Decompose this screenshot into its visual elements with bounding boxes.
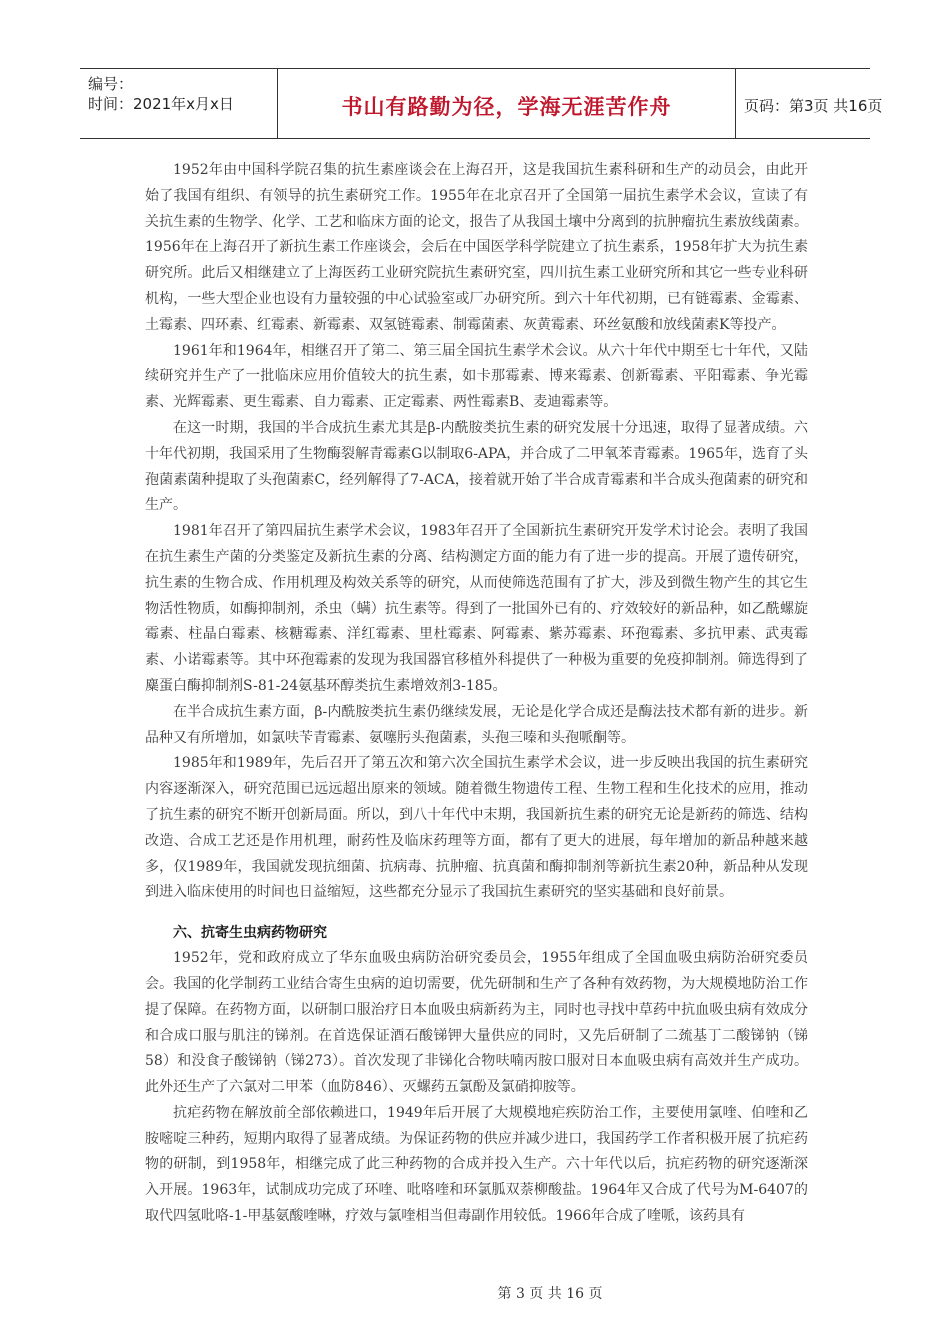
page-footer xyxy=(0,1283,950,1303)
document-number-label: 编号： xyxy=(88,75,134,93)
body-paragraph: 1961年和1964年，相继召开了第二、第三届全国抗生素学术会议。从六十年代中期至七十年代，又陆续研究并生产了一批临床应用价值较大的抗生素，如卡那霉素、博来霉素、创新霉素、平阳霉素、争光霉素、光辉霉素、更生霉素、自力霉素、正定霉素、两性霉素B、麦迪霉素等。 xyxy=(145,342,808,411)
header-page-code: 页码：第3页 共16页 xyxy=(744,97,883,115)
body-paragraph: 1952年由中国科学院召集的抗生素座谈会在上海召开，这是我国抗生素科研和生产的动员会，由此开始了我国有组织、有领导的抗生素研究工作。1955年在北京召开了全国第一届抗生素学术会议，宣读了有关抗生素的生物学、化学、工艺和临床方面的论文，报告了从我国土壤中分离到的抗肿瘤抗生素放线菌素。1956年在上海召开了新抗生素工作座谈会，会后在中国医学科学院建立了抗生素系，1958年扩大为抗生素研究所。此后又相继建立了上海医药工业研究院抗生素研究室，四川抗生素工业研究所和其它一些专业科研机构，一些大型企业也设有力量较强的中心试验室或厂办研究所。到六十年代初期，已有链霉素、金霉素、土霉素、四环素、红霉素、新霉素、双氢链霉素、制霉菌素、灰黄霉素、环丝氨酸和放线菌素K等投产。 xyxy=(145,162,808,333)
document-header xyxy=(80,68,883,139)
footer-page-number: 第 3 页 共 16 页 xyxy=(497,1286,603,1302)
section-paragraph: 抗疟药物在解放前全部依赖进口，1949年后开展了大规模地疟疾防治工作，主要使用氯喹、伯喹和乙胺嘧啶三种药，短期内取得了显著成绩。为保证药物的供应并减少进口，我国药学工作者积极开展了抗疟药物的研制，到1958年，相继完成了此三种药物的合成并投入生产。六十年代以后，抗疟药物的研究逐渐深入开展。1963年，试制成功完成了环喹、吡咯喹和环氯胍双萘柳酸盐。1964年又合成了代号为M-6407的取代四氢吡咯-1-甲基氨酸喹啉，疗效与氯喹相当但毒副作用较低。1966年合成了喹哌，该药具有 xyxy=(145,1104,808,1225)
section-paragraph: 1952年，党和政府成立了华东血吸虫病防治研究委员会，1955年组成了全国血吸虫病防治研究委员会。我国的化学制药工业结合寄生虫病的迫切需要，优先研制和生产了各种有效药物，为大规模地防治工作提了保障。在药物方面，以研制口服治疗日本血吸虫病新药为主，同时也寻找中草药中抗血吸虫病有效成分和合成口服与肌注的锑剂。在首选保证酒石酸锑钾大量供应的同时，又先后研制了二巯基丁二酸锑钠（锑58）和没食子酸锑钠（锑273）。首次发现了非锑化合物呋喃丙胺口服对日本血吸虫病有高效并生产成功。此外还生产了六氯对二甲苯（血防846）、灭螺药五氯酚及氯硝抑胺等。 xyxy=(145,950,808,1096)
header-meta-cell xyxy=(80,69,278,138)
document-time-label: 时间：2021年x月x日 xyxy=(88,95,234,113)
body-paragraph: 在半合成抗生素方面，β-内酰胺类抗生素仍继续发展，无论是化学合成还是酶法技术都有新的进步。新品种又有所增加，如氯呋苄青霉素、氨噻肟头孢菌素，头孢三嗪和头孢哌酮等。 xyxy=(145,703,808,746)
document-body xyxy=(145,158,808,1230)
body-paragraph: 1985年和1989年，先后召开了第五次和第六次全国抗生素学术会议，进一步反映出我国的抗生素研究内容逐渐深入，研究范围已远远超出原来的领域。随着微生物遗传工程、生物工程和生化技术的应用，推动了抗生素的研究不断开创新局面。所以，到八十年代中末期，我国新抗生素的研究无论是新药的筛选、结构改造、合成工艺还是作用机理，耐药性及临床药理等方面，都有了更大的进展，每年增加的新品种越来越多，仅1989年，我国就发现抗细菌、抗病毒、抗肿瘤、抗真菌和酶抑制剂等新抗生素20种，新品种从发现到进入临床使用的时间也日益缩短，这些都充分显示了我国抗生素研究的坚实基础和良好前景。 xyxy=(145,755,808,901)
header-motto-cell xyxy=(278,69,736,138)
section-heading: 六、抗寄生虫病药物研究 xyxy=(173,925,327,942)
body-paragraph: 在这一时期，我国的半合成抗生素尤其是β-内酰胺类抗生素的研究发展十分迅速，取得了显著成绩。六十年代初期，我国采用了生物酶裂解青霉素G以制取6-APA，并合成了二甲氧苯青霉素。1965年，选育了头孢菌素菌种提取了头孢菌素C，经列解得了7-ACA，接着就开始了半合成青霉素和半合成头孢菌素的研究和生产。 xyxy=(145,419,808,514)
body-paragraph: 1981年召开了第四届抗生素学术会议，1983年召开了全国新抗生素研究开发学术讨论会。表明了我国在抗生素生产菌的分类鉴定及新抗生素的分离、结构测定方面的能力有了进一步的提高。开展了遗传研究，抗生素的生物合成、作用机理及构效关系等的研究，从而使筛选范围有了扩大，涉及到微生物产生的其它生物活性物质，如酶抑制剂，杀虫（螨）抗生素等。得到了一批国外已有的、疗效较好的新品种，如乙酰螺旋霉素、柱晶白霉素、核糖霉素、洋红霉素、里杜霉素、阿霉素、紫苏霉素、环孢霉素、多抗甲素、武夷霉素、小诺霉素等。其中环孢霉素的发现为我国器官移植外科提供了一种极为重要的免疫抑制剂。筛选得到了麋蛋白酶抑制剂S-81-24氨基环醇类抗生素增效剂3-185。 xyxy=(145,523,808,694)
header-motto: 书山有路勤为径，学海无涯苦作舟 xyxy=(341,95,672,119)
header-page-cell xyxy=(736,69,883,138)
